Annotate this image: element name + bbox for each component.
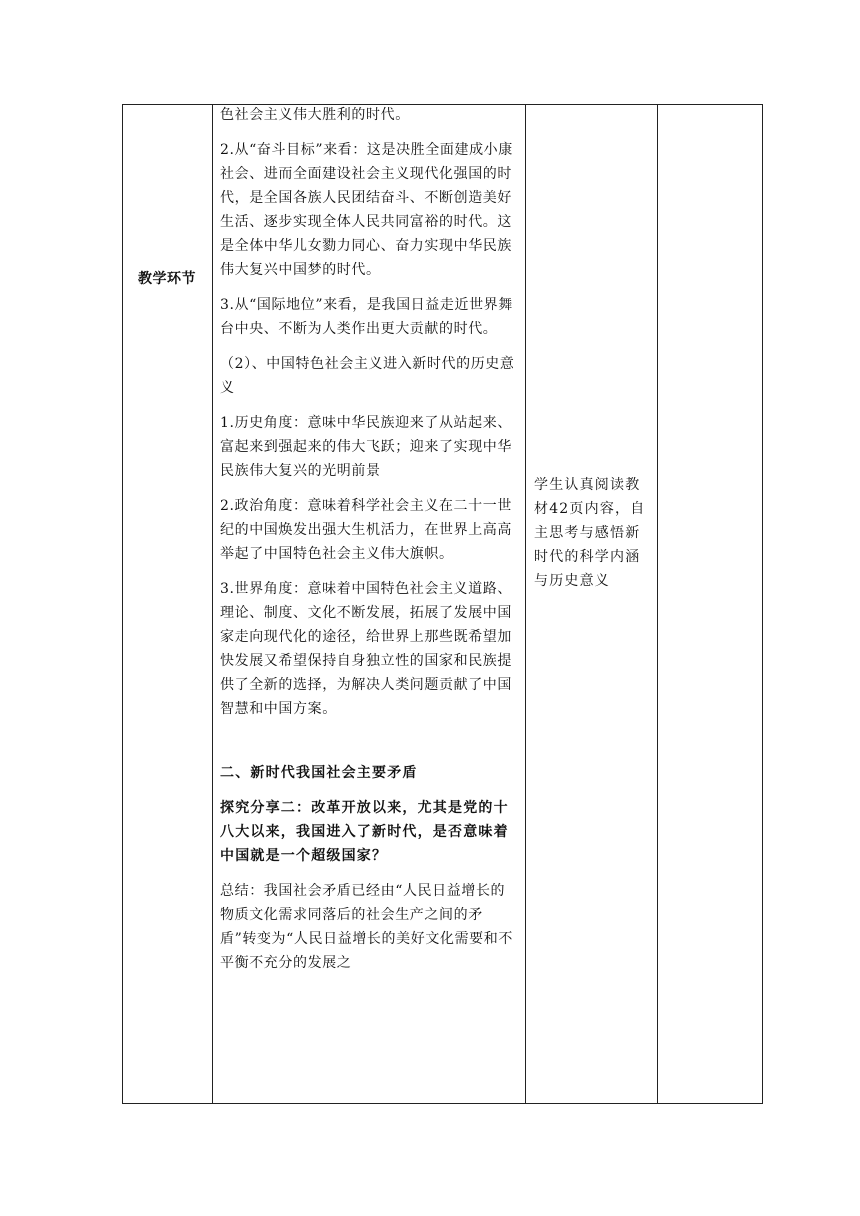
section-cell <box>123 105 213 1104</box>
section-label: 教学环节 <box>138 271 196 287</box>
summary-paragraph: 总结：我国社会矛盾已经由“人民日益增长的物质文化需求同落后的社会生产之间的矛盾”转变为“人民日益增长的美好文化需要和不平衡不充分的发展之 <box>220 883 513 971</box>
content-paragraph: 3.从“国际地位”来看，是我国日益走近世界舞台中央、不断为人类作出更大贡献的时代。 <box>220 297 513 337</box>
table-row <box>123 105 763 1104</box>
content-paragraph: （2）、中国特色社会主义进入新时代的历史意义 <box>220 356 515 396</box>
content-paragraph: 色社会主义伟大胜利的时代。 <box>220 107 410 123</box>
content-paragraph: 3.世界角度：意味着中国特色社会主义道路、理论、制度、文化不断发展，拓展了发展中国家走向现代化的途径，给世界上那些既希望加快发展又希望保持自身独立性的国家和民族提供了全新的选择，为解决人类问题贡献了中国智慧和中国方案。 <box>220 581 512 717</box>
content-paragraph: 1.历史角度：意味中华民族迎来了从站起来、富起来到强起来的伟大飞跃；迎来了实现中华民族伟大复兴的光明前景 <box>220 415 512 479</box>
notes-cell <box>658 105 763 1104</box>
content-paragraph: 2.从“奋斗目标”来看：这是决胜全面建成小康社会、进而全面建设社会主义现代化强国的时代，是全国各族人民团结奋斗、不断创造美好生活、逐步实现全体人民共同富裕的时代。这是全体中华儿女勠力同心、奋力实现中华民族伟大复兴中国梦的时代。 <box>220 142 513 278</box>
content-body <box>213 103 525 975</box>
lesson-plan-table <box>122 104 763 1104</box>
content-paragraph: 2.政治角度：意味着科学社会主义在二十一世纪的中国焕发出强大生机活力，在世界上高高举起了中国特色社会主义伟大旗帜。 <box>220 498 512 562</box>
section-heading: 二、新时代我国社会主要矛盾 <box>220 765 418 781</box>
content-cell <box>213 105 526 1104</box>
student-activity-cell <box>526 105 658 1104</box>
student-activity-text: 学生认真阅读教材42页内容，自主思考与感悟新时代的科学内涵与历史意义 <box>534 477 646 589</box>
inquiry-question: 探究分享二：改革开放以来，尤其是党的十八大以来，我国进入了新时代，是否意味着中国就是一个超级国家？ <box>220 800 509 864</box>
